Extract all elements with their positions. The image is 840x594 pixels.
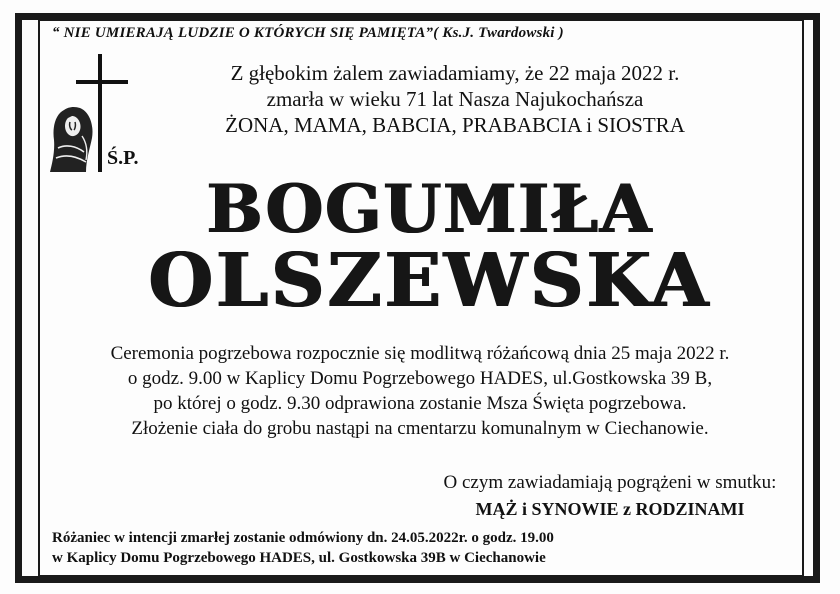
rosary-note (52, 528, 752, 568)
intro-line: Z głębokim żalem zawiadamiamy, że 22 maja 2022 r. (230, 61, 680, 85)
memorial-quote: “ NIE UMIERAJĄ LUDZIE O KTÓRYCH SIĘ PAMIĘTA”( Ks.J. Twardowski ) (52, 25, 564, 41)
ceremony-line: po której o godz. 9.30 odprawiona zostanie Msza Święta pogrzebowa. (153, 393, 687, 414)
intro-line: zmarła w wieku 71 lat Nasza Najukochańsza (266, 87, 644, 111)
intro-line: ŻONA, MAMA, BABCIA, PRABABCIA i SIOSTRA (225, 113, 685, 137)
note-line: w Kaplicy Domu Pogrzebowego HADES, ul. Gostkowska 39B w Ciechanowie (52, 550, 546, 566)
ceremony-details (55, 341, 785, 441)
deceased-first-name: BOGUMIŁA (206, 170, 654, 248)
mourners: MĄŻ i SYNOWIE z RODZINAMI (475, 499, 745, 519)
note-line: Różaniec w intencji zmarłej zostanie odmówiony dn. 24.05.2022r. o godz. 19.00 (52, 530, 554, 546)
ceremony-line: Ceremonia pogrzebowa rozpocznie się modlitwą różańcową dnia 25 maja 2022 r. (110, 343, 730, 364)
announcement-intro (160, 60, 750, 138)
ceremony-line: Złożenie ciała do grobu nastąpi na cmentarzu komunalnym w Ciechanowie. (131, 418, 709, 439)
ceremony-line: o godz. 9.00 w Kaplicy Domu Pogrzebowego HADES, ul.Gostkowska 39 B, (127, 368, 713, 389)
closing-line: O czym zawiadamiają pogrążeni w smutku: (443, 472, 777, 493)
sp-mark: Ś.P. (107, 147, 139, 169)
deceased-last-name: OLSZEWSKA (148, 238, 712, 324)
closing-block (420, 470, 800, 522)
